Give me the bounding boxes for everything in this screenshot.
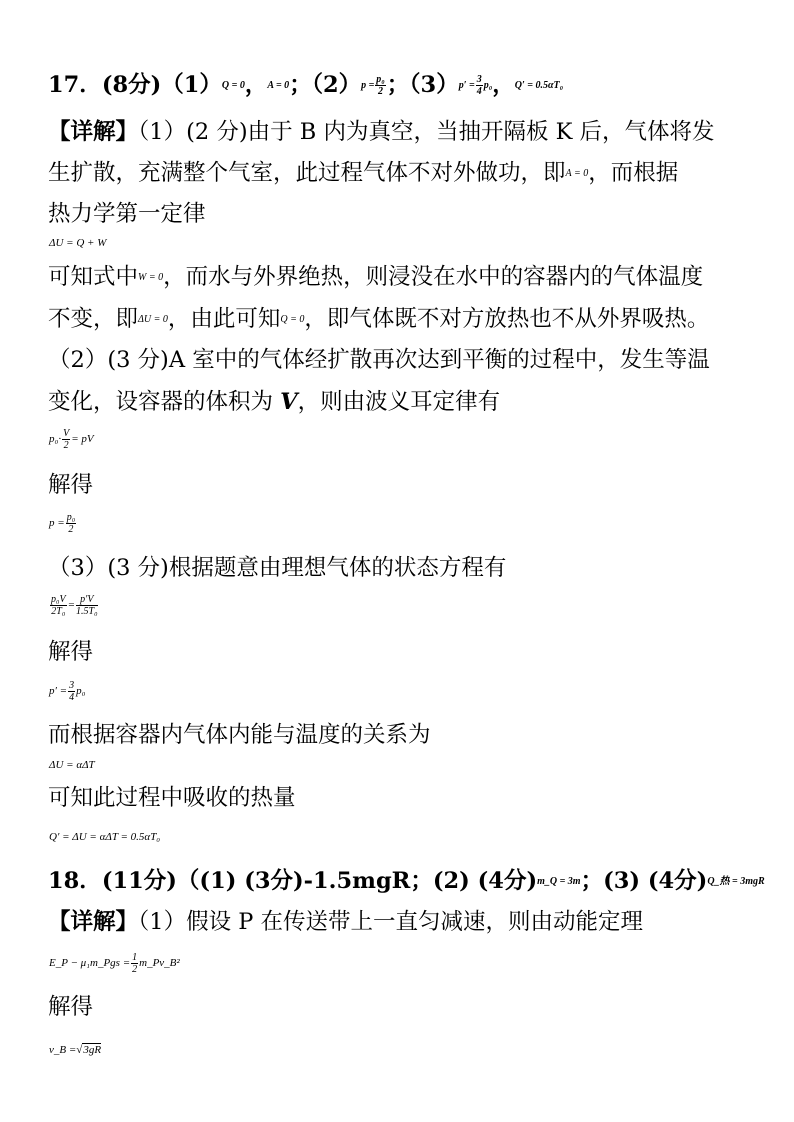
q17-d1-text5a: 不变，即 (48, 306, 139, 332)
q17-ans3a: p′ = $\frac{3}{4}$ p₀ (458, 74, 493, 98)
q18-number: 18． (48, 868, 102, 894)
q17-detail3-line2: 而根据容器内气体内能与温度的关系为 (48, 722, 431, 748)
q18-detail1-line1 (48, 907, 643, 937)
q17-d2-var-V: V (280, 389, 298, 415)
q17-d1-text5c: ，即气体既不对方放热也不从外界吸热。 (304, 306, 710, 332)
q17-detail3-line1 (48, 553, 506, 583)
q17-detail1-line2 (48, 158, 678, 189)
q17-sep2: ， (492, 72, 515, 98)
q17-ans3b: Q′ = 0.5αT₀ (514, 80, 564, 91)
q17-d1-text3: 热力学第一定律 (48, 201, 206, 227)
q17-detail1-line1 (48, 117, 715, 147)
q17-part3-label: ；（3） (386, 72, 459, 98)
q17-sep1: ， (244, 72, 268, 98)
q17-d1-text5b: ，由此可知 (167, 306, 281, 332)
q17-d1-text2: 生扩散，充满整个气室，此过程气体不对外做功，即 (48, 160, 566, 186)
q18-answer-text2: ；(3) (4分) (580, 868, 708, 894)
q17-detail3-line3: 可知此过程中吸收的热量 (48, 785, 296, 811)
detail-tag: 【详解】 (48, 119, 139, 145)
q17-ans1a: Q = 0 (221, 80, 245, 91)
q18-answer-text1: （(1) (3分)-1.5mgR；(2) (4分) (176, 868, 538, 894)
eq-internal-energy: ΔU = αΔT (49, 759, 95, 771)
q18-detail1-solve: 解得 (48, 994, 94, 1020)
q17-d1-math-W0: W = 0 (138, 272, 164, 283)
q17-detail1-line4 (48, 262, 703, 293)
q17-score: (8分) (101, 72, 162, 98)
eq-p-result: p = $\frac{\text{p₀}}{2}$ (49, 512, 76, 535)
q17-d1-math-Q0: Q = 0 (280, 314, 305, 325)
q18-math-mQ: m_Q = 3m (537, 876, 581, 887)
q17-detail2-solve: 解得 (48, 472, 94, 498)
q18-score: (11分) (101, 868, 177, 894)
eq-boyle: p₀· $\frac{V}{2}$ = pV (49, 428, 94, 451)
q17-part2-label: ；（2） (289, 72, 362, 98)
q17-ans2: p = $\frac{\text{p₀}}{2}$ (361, 74, 385, 98)
detail-tag: 【详解】 (48, 909, 139, 935)
q17-detail1-line5 (48, 304, 709, 335)
q18-header (48, 866, 765, 897)
q17-detail1-line3 (48, 199, 206, 229)
q17-d1-text4b: ，而水与外界绝热，则浸没在水中的容器内的气体温度 (163, 264, 704, 290)
q17-d1-text2-tail: ，而根据 (588, 160, 679, 186)
eq-vB-result: v_B =√3gR (49, 1044, 102, 1056)
q17-ans1b: A = 0 (267, 80, 290, 91)
q17-number: 17． (48, 72, 102, 98)
q17-header (48, 70, 563, 101)
q17-detail2-line1 (48, 345, 710, 375)
q18-d1-text1: （1）假设 P 在传送带上一直匀减速，则由动能定理 (138, 909, 644, 935)
q17-d2-text2a: 变化，设容器的体积为 (48, 389, 281, 415)
eq-work-energy: E_P − μ₁m_Pgs = $\frac{1}{2}$ m_Pv_B² (49, 952, 180, 975)
q17-d1-text4a: 可知式中 (48, 264, 139, 290)
eq-p-prime-result: p′ = $\frac{3}{4}$ p₀ (49, 680, 86, 703)
q17-d2-text2b: ，则由波义耳定律有 (297, 389, 501, 415)
q17-detail2-line2 (48, 387, 500, 417)
eq-heat-absorbed: Q′ = ΔU = αΔT = 0.5αT₀ (49, 831, 161, 843)
q17-part1-label: （1） (161, 72, 222, 98)
eq-first-law: ΔU = Q + W (49, 237, 107, 249)
q17-detail1-lead: （1）(2 分)由于 B 内为真空，当抽开隔板 K 后，气体将发 (138, 119, 715, 145)
q17-detail3-solve: 解得 (48, 639, 94, 665)
q17-d2-text1: （2）(3 分)A 室中的气体经扩散再次达到平衡的过程中，发生等温 (48, 347, 710, 373)
eq-ideal-gas: $\frac{\text{p₀V}}{\text{2T₀}}$ = $\frac{p'V}{\text{1.5T₀}}$ (51, 594, 98, 617)
q17-d1-math-A0: A = 0 (565, 168, 589, 179)
q17-d3-text1: （3）(3 分)根据题意由理想气体的状态方程有 (48, 555, 507, 581)
q17-d1-math-dU0: ΔU = 0 (138, 314, 168, 325)
q18-math-Qheat: Q_热 = 3mgR (707, 876, 765, 887)
